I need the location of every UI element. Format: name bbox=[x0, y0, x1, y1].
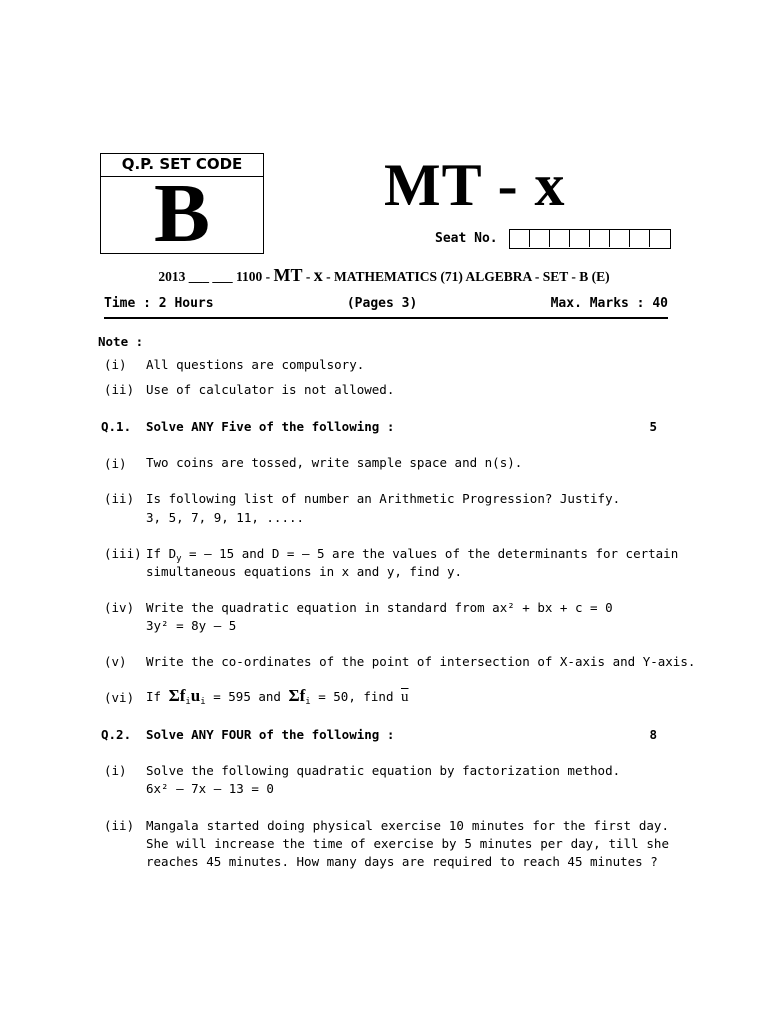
question-title: Solve ANY FOUR of the following : bbox=[146, 727, 395, 742]
sub-question-number: (iv) bbox=[104, 600, 135, 615]
sigma-sum: Σf bbox=[288, 686, 306, 705]
note-item-number: (i) bbox=[104, 357, 127, 372]
seat-digit-box bbox=[570, 230, 590, 247]
sub-question-text: 3y² = 8y – 5 bbox=[146, 618, 237, 633]
seat-digit-box bbox=[630, 230, 650, 247]
sub-question-number: (i) bbox=[104, 763, 127, 778]
sub-question-text: Write the co-ordinates of the point of intersection of X-axis and Y-axis. bbox=[146, 654, 696, 669]
exam-pages: (Pages 3) bbox=[346, 296, 418, 311]
note-item-text: All questions are compulsory. bbox=[146, 357, 365, 372]
sub-question-number: (v) bbox=[104, 654, 127, 669]
subscript: i bbox=[305, 697, 311, 707]
note-item-number: (ii) bbox=[104, 382, 135, 397]
subject-code: MT bbox=[273, 265, 303, 285]
question-number: Q.1. bbox=[101, 419, 132, 434]
seat-digit-box bbox=[650, 230, 670, 247]
seat-digit-box bbox=[550, 230, 570, 247]
seat-digit-box bbox=[610, 230, 630, 247]
seat-digit-box bbox=[590, 230, 610, 247]
set-code-box bbox=[100, 153, 264, 260]
sub-question-number: (ii) bbox=[104, 818, 135, 833]
sub-question-text: 6x² – 7x – 13 = 0 bbox=[146, 781, 274, 796]
paper-code: MT - x bbox=[384, 152, 566, 218]
set-code-value: B bbox=[153, 167, 211, 260]
sub-question-text: Write the quadratic equation in standard from ax² + bx + c = 0 bbox=[146, 600, 613, 615]
subject-x: x bbox=[313, 265, 323, 285]
seat-digit-box bbox=[530, 230, 550, 247]
question-heading bbox=[101, 727, 657, 742]
exam-max-marks: Max. Marks : 40 bbox=[550, 296, 668, 311]
formula-if: If bbox=[146, 689, 162, 704]
header-divider bbox=[104, 317, 668, 319]
question-marks: 5 bbox=[649, 419, 657, 434]
sub-question-number: (iii) bbox=[104, 546, 142, 561]
sub-question-text: Solve the following quadratic equation by factorization method. bbox=[146, 763, 621, 778]
note-heading: Note : bbox=[98, 334, 144, 349]
formula-text: = 50, find bbox=[310, 689, 401, 704]
seat-digit-box bbox=[510, 230, 530, 247]
subscript: i bbox=[185, 697, 191, 707]
determinant-label: If D bbox=[146, 546, 177, 561]
sub-question-text: simultaneous equations in x and y, find y. bbox=[146, 564, 463, 579]
question-heading bbox=[101, 419, 657, 434]
sub-question-number: (ii) bbox=[104, 491, 135, 506]
determinant-subscript: y bbox=[176, 554, 182, 564]
question-number: Q.2. bbox=[101, 727, 132, 742]
sub-question-text bbox=[146, 687, 669, 711]
exam-meta-row bbox=[104, 296, 668, 311]
variable-u: u bbox=[190, 686, 201, 705]
sigma-sum: Σf bbox=[168, 686, 186, 705]
subscript: i bbox=[200, 697, 206, 707]
sub-question-text: Mangala started doing physical exercise 10 minutes for the first day. She will increase the time of exercise by 5 minutes per day, till she reaches 45 minutes. How many days are required to reach 45 minutes ? bbox=[146, 818, 669, 869]
formula-text: = 595 and bbox=[205, 689, 289, 704]
sub-question-text: Two coins are tossed, write sample space and n(s). bbox=[146, 455, 523, 470]
sub-question-text: 3, 5, 7, 9, 11, ..... bbox=[146, 510, 305, 525]
exam-time: Time : 2 Hours bbox=[104, 296, 214, 311]
subject-title: - MATHEMATICS (71) ALGEBRA - SET - B (E) bbox=[326, 269, 610, 284]
sub-question-text: Is following list of number an Arithmetic Progression? Justify. bbox=[146, 491, 621, 506]
note-item-text: Use of calculator is not allowed. bbox=[146, 382, 395, 397]
subject-prefix: 2013 ___ ___ 1100 - bbox=[158, 269, 271, 284]
sub-question-number: (i) bbox=[104, 456, 127, 471]
sub-question-number: (vi) bbox=[104, 690, 135, 705]
seat-number-label: Seat No. bbox=[435, 231, 498, 246]
subject-line bbox=[0, 265, 768, 286]
sub-question-text-tail: = – 15 and D = – 5 are the values of the determinants for certain bbox=[181, 546, 679, 561]
question-marks: 8 bbox=[649, 727, 657, 742]
mean-u-bar: $\overline{u}$ bbox=[401, 689, 409, 705]
subject-dash: - bbox=[305, 269, 311, 284]
set-code-label: Q.P. SET CODE bbox=[101, 154, 263, 177]
seat-number-boxes bbox=[509, 229, 671, 249]
question-title: Solve ANY Five of the following : bbox=[146, 419, 395, 434]
